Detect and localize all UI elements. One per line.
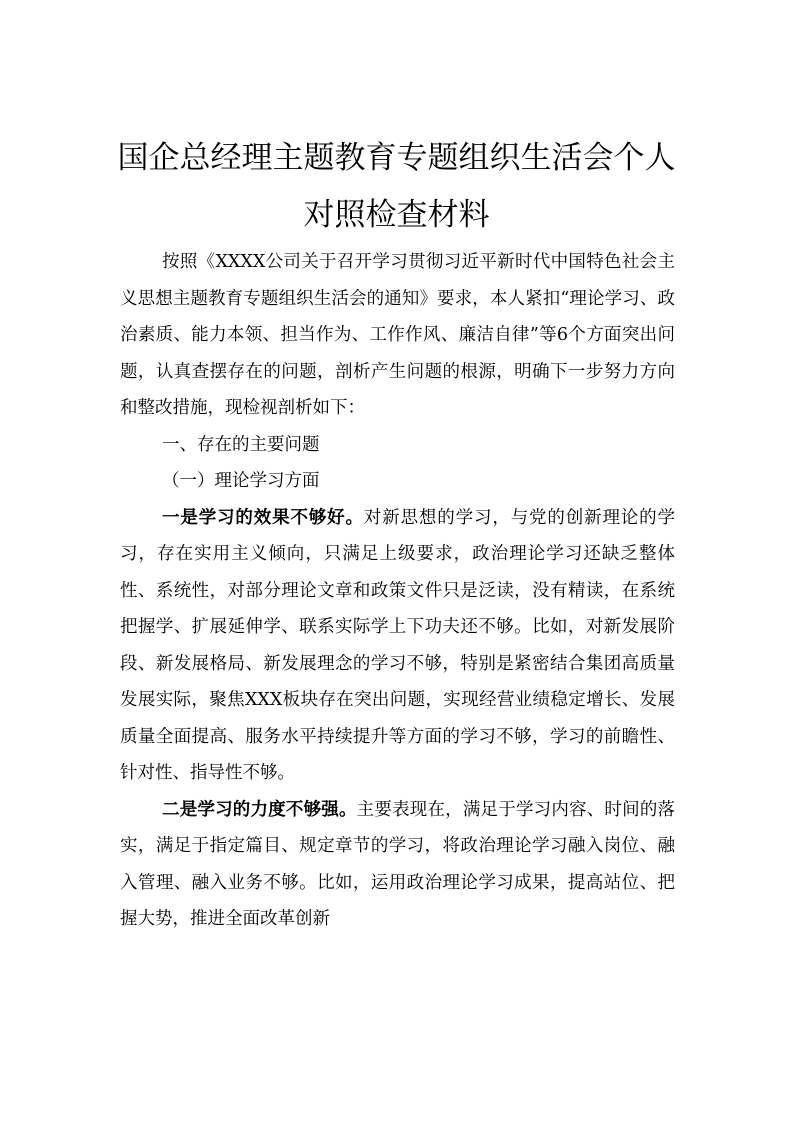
intro-paragraph: 按照《XXXX公司关于召开学习贯彻习近平新时代中国特色社会主义思想主题教育专题组织生活会的通知》要求，本人紧扣“理论学习、政治素质、能力本领、担当作为、工作作风、廉洁自律”等6个方面突出问题，认真查摆存在的问题，剖析产生问题的根源，明确下一步努力方向和整改措施，现检视剖析如下： xyxy=(120,252,675,418)
point-2-lead: 二是学习的力度不够强。 xyxy=(162,799,357,820)
point-1-paragraph xyxy=(120,500,675,792)
document-body xyxy=(120,244,675,938)
point-1-text: 对新思想的学习，与党的创新理论的学习，存在实用主义倾向，只满足上级要求，政治理论学习还缺乏整体性、系统性，对部分理论文章和政策文件只是泛读，没有精读，在系统把握学、扩展延伸学、联系实际学上下功夫还不够。比如，对新发展阶段、新发展格局、新发展理念的学习不够，特别是紧密结合集团高质量发展实际，聚焦XXX板块存在突出问题，实现经营业绩稳定增长、发展质量全面提高、服务水平持续提升等方面的学习不够，学习的前瞻性、针对性、指导性不够。 xyxy=(120,507,676,783)
point-2-paragraph xyxy=(120,792,675,938)
subsection-heading: （一）理论学习方面 xyxy=(162,471,320,491)
point-1-lead: 一是学习的效果不够好。 xyxy=(162,507,364,528)
point-2-text: 主要表现在，满足于学习内容、时间的落实，满足于指定篇目、规定章节的学习，将政治理论学习融入岗位、融入管理、融入业务不够。比如，运用政治理论学习成果，提高站位、把握大势，推进全面改革创新 xyxy=(120,799,676,929)
document-title-line-1: 国企总经理主题教育专题组织生活会个人 xyxy=(117,140,676,176)
document-title-line-2: 对照检查材料 xyxy=(303,197,490,233)
section-heading: 一、存在的主要问题 xyxy=(162,434,320,455)
